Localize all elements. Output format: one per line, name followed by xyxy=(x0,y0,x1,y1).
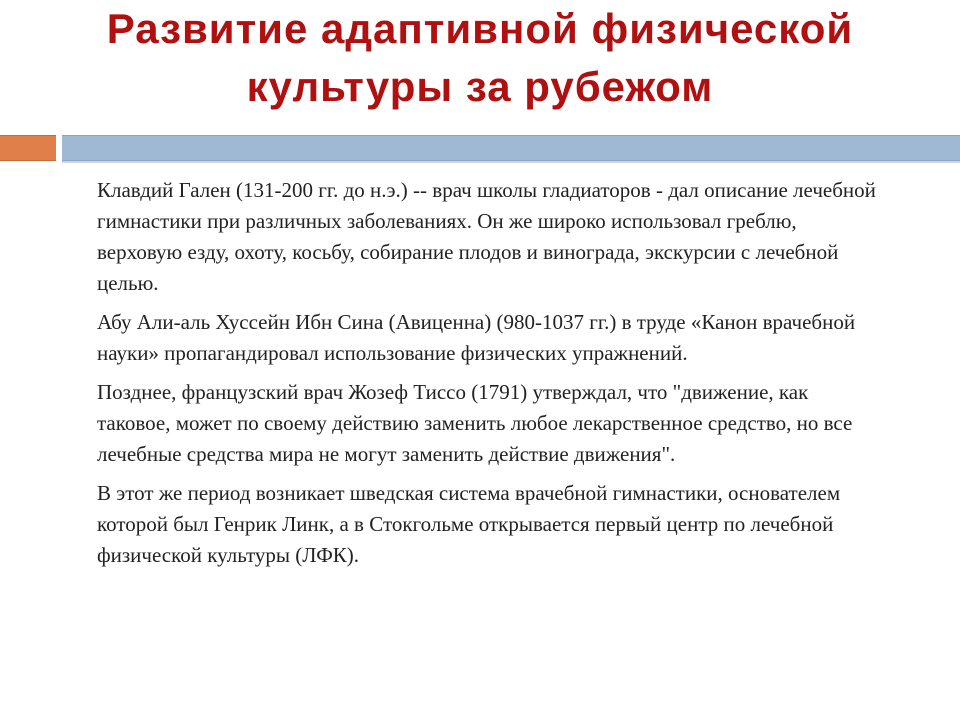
paragraph-tissot: Позднее, французский врач Жозеф Тиссо (1791) утверждал, что "движение, как таковое, может по своему действию заменить любое лекарственное средство, но все лечебные средства мира не могут заменить действие движения". xyxy=(97,380,853,466)
decorative-blue-bar xyxy=(62,135,960,161)
paragraph-galen: Клавдий Гален (131-200 гг. до н.э.) -- врач школы гладиаторов - дал описание лечебной гимнастики при различных заболеваниях. Он же широко использовал греблю, верховую езду, охоту, косьбу, собирание плодов и винограда, экскурсии с лечебной целью. xyxy=(97,178,876,295)
paragraph-ling: В этот же период возникает шведская система врачебной гимнастики, основателем которой был Генрик Линк, а в Стокгольме открывается первый центр по лечебной физической культуры (ЛФК). xyxy=(97,481,841,567)
slide-title: Развитие адаптивной физической культуры за рубежом xyxy=(106,5,854,110)
slide-body xyxy=(97,175,887,579)
decorative-orange-bar xyxy=(0,135,56,161)
decorative-blue-underline xyxy=(62,161,960,163)
paragraph-avicenna: Абу Али-аль Хуссейн Ибн Сина (Авиценна) (980-1037 гг.) в труде «Канон врачебной науки» пропагандировал использование физических упражнений. xyxy=(97,310,856,365)
